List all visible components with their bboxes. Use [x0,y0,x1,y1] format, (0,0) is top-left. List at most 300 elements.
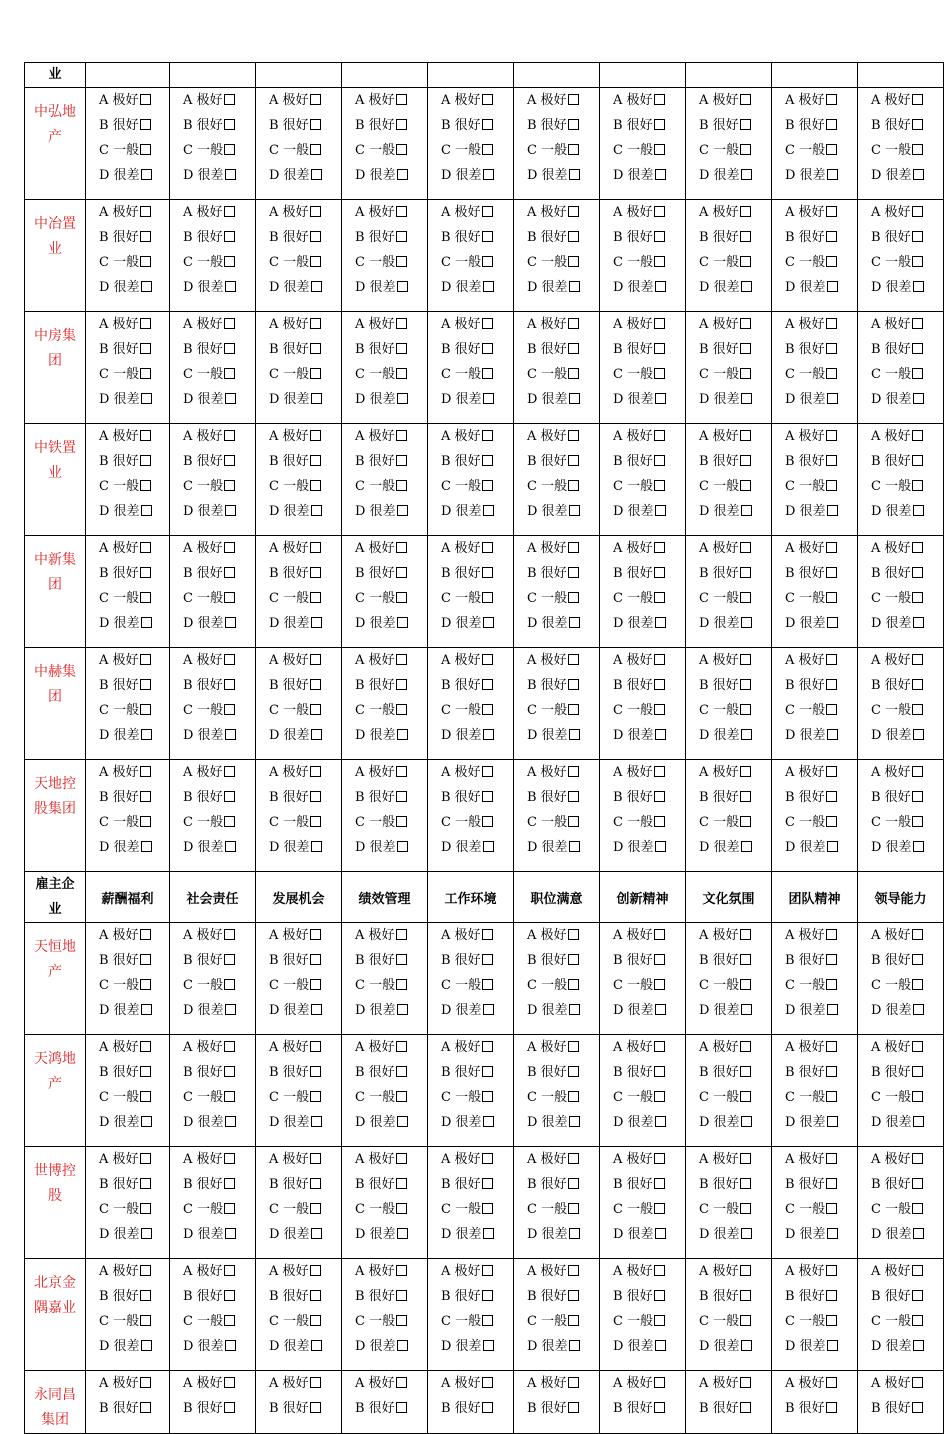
rating-option[interactable] [99,810,169,835]
checkbox-icon[interactable] [482,567,493,578]
checkbox-icon[interactable] [912,368,923,379]
checkbox-icon[interactable] [396,654,407,665]
checkbox-icon[interactable] [912,567,923,578]
checkbox-icon[interactable] [224,231,235,242]
checkbox-icon[interactable] [826,144,837,155]
checkbox-icon[interactable] [396,979,407,990]
rating-option[interactable] [871,449,943,474]
checkbox-icon[interactable] [740,430,751,441]
checkbox-icon[interactable] [826,256,837,267]
rating-option[interactable] [441,362,513,387]
rating-option[interactable] [527,1396,599,1421]
rating-option[interactable] [613,250,685,275]
checkbox-icon[interactable] [225,1004,236,1015]
rating-option[interactable] [269,973,341,998]
rating-option[interactable] [99,561,169,586]
checkbox-icon[interactable] [224,1178,235,1189]
rating-option[interactable] [527,1035,599,1060]
rating-option[interactable] [269,923,341,948]
rating-option[interactable] [871,362,943,387]
rating-option[interactable] [871,1371,943,1396]
rating-option[interactable] [785,88,857,113]
checkbox-icon[interactable] [140,592,151,603]
rating-option[interactable] [355,835,427,860]
rating-option[interactable] [441,998,513,1023]
checkbox-icon[interactable] [740,1290,751,1301]
rating-option[interactable] [527,474,599,499]
checkbox-icon[interactable] [654,1265,665,1276]
rating-option[interactable] [355,1284,427,1309]
rating-option[interactable] [183,499,255,524]
checkbox-icon[interactable] [568,1153,579,1164]
checkbox-icon[interactable] [140,1066,151,1077]
rating-option[interactable] [183,723,255,748]
checkbox-icon[interactable] [740,231,751,242]
rating-option[interactable] [785,673,857,698]
rating-option[interactable] [699,536,771,561]
rating-option[interactable] [785,275,857,300]
rating-option[interactable] [355,760,427,785]
rating-option[interactable] [441,835,513,860]
checkbox-icon[interactable] [482,256,493,267]
checkbox-icon[interactable] [826,1402,837,1413]
checkbox-icon[interactable] [310,1091,321,1102]
checkbox-icon[interactable] [826,567,837,578]
rating-option[interactable] [613,387,685,412]
rating-option[interactable] [613,1172,685,1197]
checkbox-icon[interactable] [654,1377,665,1388]
checkbox-icon[interactable] [310,929,321,940]
rating-option[interactable] [183,698,255,723]
checkbox-icon[interactable] [827,393,838,404]
checkbox-icon[interactable] [396,455,407,466]
checkbox-icon[interactable] [741,1116,752,1127]
rating-option[interactable] [699,1334,771,1359]
rating-option[interactable] [269,250,341,275]
rating-option[interactable] [269,810,341,835]
rating-option[interactable] [699,1222,771,1247]
rating-option[interactable] [269,362,341,387]
rating-option[interactable] [355,225,427,250]
checkbox-icon[interactable] [740,318,751,329]
rating-option[interactable] [355,723,427,748]
rating-option[interactable] [99,1396,169,1421]
checkbox-icon[interactable] [396,592,407,603]
checkbox-icon[interactable] [310,1377,321,1388]
checkbox-icon[interactable] [912,231,923,242]
checkbox-icon[interactable] [827,169,838,180]
rating-option[interactable] [613,948,685,973]
rating-option[interactable] [613,973,685,998]
rating-option[interactable] [183,138,255,163]
rating-option[interactable] [871,499,943,524]
checkbox-icon[interactable] [741,169,752,180]
checkbox-icon[interactable] [141,729,152,740]
rating-option[interactable] [99,1197,169,1222]
checkbox-icon[interactable] [140,144,151,155]
rating-option[interactable] [269,113,341,138]
checkbox-icon[interactable] [912,766,923,777]
checkbox-icon[interactable] [141,1228,152,1239]
checkbox-icon[interactable] [224,1377,235,1388]
rating-option[interactable] [785,1110,857,1135]
checkbox-icon[interactable] [569,1004,580,1015]
rating-option[interactable] [613,474,685,499]
checkbox-icon[interactable] [310,791,321,802]
rating-option[interactable] [613,923,685,948]
checkbox-icon[interactable] [396,1091,407,1102]
rating-option[interactable] [527,138,599,163]
checkbox-icon[interactable] [140,231,151,242]
checkbox-icon[interactable] [482,979,493,990]
rating-option[interactable] [269,1371,341,1396]
checkbox-icon[interactable] [912,979,923,990]
checkbox-icon[interactable] [568,1315,579,1326]
rating-option[interactable] [183,998,255,1023]
checkbox-icon[interactable] [740,1402,751,1413]
rating-option[interactable] [269,1284,341,1309]
checkbox-icon[interactable] [482,1265,493,1276]
rating-option[interactable] [441,1396,513,1421]
rating-option[interactable] [871,1060,943,1085]
checkbox-icon[interactable] [310,318,321,329]
rating-option[interactable] [269,474,341,499]
checkbox-icon[interactable] [826,1290,837,1301]
checkbox-icon[interactable] [912,1402,923,1413]
rating-option[interactable] [99,113,169,138]
rating-option[interactable] [871,275,943,300]
checkbox-icon[interactable] [225,169,236,180]
checkbox-icon[interactable] [224,1265,235,1276]
rating-option[interactable] [183,1222,255,1247]
checkbox-icon[interactable] [568,231,579,242]
rating-option[interactable] [441,973,513,998]
rating-option[interactable] [613,536,685,561]
checkbox-icon[interactable] [483,729,494,740]
rating-option[interactable] [527,387,599,412]
checkbox-icon[interactable] [568,455,579,466]
rating-option[interactable] [699,424,771,449]
rating-option[interactable] [99,1085,169,1110]
checkbox-icon[interactable] [224,592,235,603]
rating-option[interactable] [785,1334,857,1359]
checkbox-icon[interactable] [568,979,579,990]
checkbox-icon[interactable] [140,206,151,217]
checkbox-icon[interactable] [568,1290,579,1301]
rating-option[interactable] [355,200,427,225]
checkbox-icon[interactable] [396,816,407,827]
rating-option[interactable] [613,225,685,250]
checkbox-icon[interactable] [396,679,407,690]
rating-option[interactable] [441,673,513,698]
checkbox-icon[interactable] [655,1004,666,1015]
checkbox-icon[interactable] [740,206,751,217]
rating-option[interactable] [355,1147,427,1172]
rating-option[interactable] [183,1147,255,1172]
rating-option[interactable] [613,586,685,611]
checkbox-icon[interactable] [827,1228,838,1239]
checkbox-icon[interactable] [912,1290,923,1301]
checkbox-icon[interactable] [912,455,923,466]
checkbox-icon[interactable] [740,455,751,466]
rating-option[interactable] [527,1172,599,1197]
rating-option[interactable] [785,362,857,387]
checkbox-icon[interactable] [224,954,235,965]
checkbox-icon[interactable] [396,343,407,354]
checkbox-icon[interactable] [912,1315,923,1326]
checkbox-icon[interactable] [140,979,151,990]
checkbox-icon[interactable] [482,592,493,603]
checkbox-icon[interactable] [654,1066,665,1077]
rating-option[interactable] [99,250,169,275]
checkbox-icon[interactable] [396,704,407,715]
checkbox-icon[interactable] [310,816,321,827]
checkbox-icon[interactable] [140,679,151,690]
checkbox-icon[interactable] [224,1066,235,1077]
checkbox-icon[interactable] [482,318,493,329]
checkbox-icon[interactable] [140,1153,151,1164]
checkbox-icon[interactable] [740,144,751,155]
checkbox-icon[interactable] [826,816,837,827]
checkbox-icon[interactable] [224,318,235,329]
rating-option[interactable] [785,499,857,524]
checkbox-icon[interactable] [654,368,665,379]
rating-option[interactable] [183,1197,255,1222]
checkbox-icon[interactable] [397,729,408,740]
rating-option[interactable] [99,163,169,188]
checkbox-icon[interactable] [826,1265,837,1276]
checkbox-icon[interactable] [397,841,408,852]
checkbox-icon[interactable] [569,1340,580,1351]
rating-option[interactable] [355,923,427,948]
rating-option[interactable] [871,200,943,225]
rating-option[interactable] [183,1371,255,1396]
checkbox-icon[interactable] [740,679,751,690]
rating-option[interactable] [441,275,513,300]
checkbox-icon[interactable] [482,1377,493,1388]
checkbox-icon[interactable] [224,144,235,155]
rating-option[interactable] [613,698,685,723]
rating-option[interactable] [183,1035,255,1060]
checkbox-icon[interactable] [568,119,579,130]
checkbox-icon[interactable] [654,929,665,940]
checkbox-icon[interactable] [912,654,923,665]
checkbox-icon[interactable] [483,281,494,292]
checkbox-icon[interactable] [912,1178,923,1189]
checkbox-icon[interactable] [140,480,151,491]
rating-option[interactable] [355,275,427,300]
checkbox-icon[interactable] [311,505,322,516]
checkbox-icon[interactable] [654,256,665,267]
rating-option[interactable] [269,723,341,748]
rating-option[interactable] [699,499,771,524]
checkbox-icon[interactable] [311,169,322,180]
rating-option[interactable] [785,1309,857,1334]
checkbox-icon[interactable] [741,841,752,852]
rating-option[interactable] [441,698,513,723]
checkbox-icon[interactable] [654,704,665,715]
rating-option[interactable] [527,88,599,113]
rating-option[interactable] [699,810,771,835]
rating-option[interactable] [183,923,255,948]
checkbox-icon[interactable] [310,1315,321,1326]
rating-option[interactable] [441,387,513,412]
checkbox-icon[interactable] [826,654,837,665]
checkbox-icon[interactable] [310,567,321,578]
rating-option[interactable] [355,1172,427,1197]
checkbox-icon[interactable] [396,954,407,965]
checkbox-icon[interactable] [740,1091,751,1102]
checkbox-icon[interactable] [140,654,151,665]
rating-option[interactable] [527,1110,599,1135]
checkbox-icon[interactable] [482,1315,493,1326]
rating-option[interactable] [99,1259,169,1284]
rating-option[interactable] [699,673,771,698]
rating-option[interactable] [355,998,427,1023]
checkbox-icon[interactable] [740,256,751,267]
checkbox-icon[interactable] [310,542,321,553]
checkbox-icon[interactable] [140,119,151,130]
checkbox-icon[interactable] [482,704,493,715]
checkbox-icon[interactable] [568,1066,579,1077]
checkbox-icon[interactable] [912,816,923,827]
rating-option[interactable] [269,998,341,1023]
checkbox-icon[interactable] [140,1402,151,1413]
rating-option[interactable] [527,1334,599,1359]
checkbox-icon[interactable] [827,617,838,628]
rating-option[interactable] [699,225,771,250]
checkbox-icon[interactable] [311,729,322,740]
rating-option[interactable] [785,250,857,275]
checkbox-icon[interactable] [140,318,151,329]
checkbox-icon[interactable] [224,704,235,715]
rating-option[interactable] [183,785,255,810]
checkbox-icon[interactable] [225,281,236,292]
rating-option[interactable] [441,536,513,561]
checkbox-icon[interactable] [912,542,923,553]
rating-option[interactable] [613,88,685,113]
checkbox-icon[interactable] [826,679,837,690]
checkbox-icon[interactable] [224,455,235,466]
checkbox-icon[interactable] [568,1265,579,1276]
rating-option[interactable] [183,760,255,785]
rating-option[interactable] [699,1396,771,1421]
checkbox-icon[interactable] [568,704,579,715]
rating-option[interactable] [183,673,255,698]
rating-option[interactable] [183,88,255,113]
checkbox-icon[interactable] [140,1203,151,1214]
checkbox-icon[interactable] [569,281,580,292]
checkbox-icon[interactable] [655,729,666,740]
checkbox-icon[interactable] [224,368,235,379]
rating-option[interactable] [527,561,599,586]
checkbox-icon[interactable] [483,1340,494,1351]
checkbox-icon[interactable] [826,592,837,603]
rating-option[interactable] [871,138,943,163]
checkbox-icon[interactable] [912,954,923,965]
checkbox-icon[interactable] [224,256,235,267]
checkbox-icon[interactable] [140,816,151,827]
rating-option[interactable] [785,113,857,138]
checkbox-icon[interactable] [396,144,407,155]
rating-option[interactable] [269,88,341,113]
rating-option[interactable] [699,387,771,412]
rating-option[interactable] [613,723,685,748]
checkbox-icon[interactable] [396,231,407,242]
checkbox-icon[interactable] [482,766,493,777]
checkbox-icon[interactable] [397,1340,408,1351]
rating-option[interactable] [99,998,169,1023]
rating-option[interactable] [613,312,685,337]
rating-option[interactable] [785,948,857,973]
checkbox-icon[interactable] [826,94,837,105]
checkbox-icon[interactable] [913,1116,924,1127]
checkbox-icon[interactable] [310,144,321,155]
checkbox-icon[interactable] [311,841,322,852]
checkbox-icon[interactable] [482,1178,493,1189]
rating-option[interactable] [785,1284,857,1309]
checkbox-icon[interactable] [224,430,235,441]
checkbox-icon[interactable] [654,430,665,441]
rating-option[interactable] [441,785,513,810]
checkbox-icon[interactable] [396,929,407,940]
checkbox-icon[interactable] [568,318,579,329]
rating-option[interactable] [871,1334,943,1359]
rating-option[interactable] [871,1147,943,1172]
rating-option[interactable] [99,536,169,561]
checkbox-icon[interactable] [912,592,923,603]
rating-option[interactable] [527,250,599,275]
rating-option[interactable] [527,1259,599,1284]
checkbox-icon[interactable] [225,1116,236,1127]
checkbox-icon[interactable] [140,1315,151,1326]
checkbox-icon[interactable] [568,954,579,965]
checkbox-icon[interactable] [140,1178,151,1189]
rating-option[interactable] [99,1309,169,1334]
rating-option[interactable] [99,449,169,474]
rating-option[interactable] [613,1309,685,1334]
rating-option[interactable] [269,1110,341,1135]
checkbox-icon[interactable] [568,94,579,105]
checkbox-icon[interactable] [396,1402,407,1413]
rating-option[interactable] [441,1222,513,1247]
rating-option[interactable] [613,1222,685,1247]
checkbox-icon[interactable] [396,1315,407,1326]
rating-option[interactable] [355,250,427,275]
rating-option[interactable] [355,1309,427,1334]
checkbox-icon[interactable] [396,791,407,802]
rating-option[interactable] [269,449,341,474]
checkbox-icon[interactable] [224,766,235,777]
rating-option[interactable] [99,200,169,225]
checkbox-icon[interactable] [140,1377,151,1388]
checkbox-icon[interactable] [655,1228,666,1239]
rating-option[interactable] [871,723,943,748]
checkbox-icon[interactable] [569,841,580,852]
rating-option[interactable] [527,923,599,948]
rating-option[interactable] [699,113,771,138]
checkbox-icon[interactable] [654,455,665,466]
checkbox-icon[interactable] [654,1091,665,1102]
rating-option[interactable] [699,561,771,586]
checkbox-icon[interactable] [224,343,235,354]
rating-option[interactable] [871,785,943,810]
rating-option[interactable] [613,810,685,835]
checkbox-icon[interactable] [740,592,751,603]
rating-option[interactable] [99,673,169,698]
rating-option[interactable] [269,499,341,524]
rating-option[interactable] [613,835,685,860]
